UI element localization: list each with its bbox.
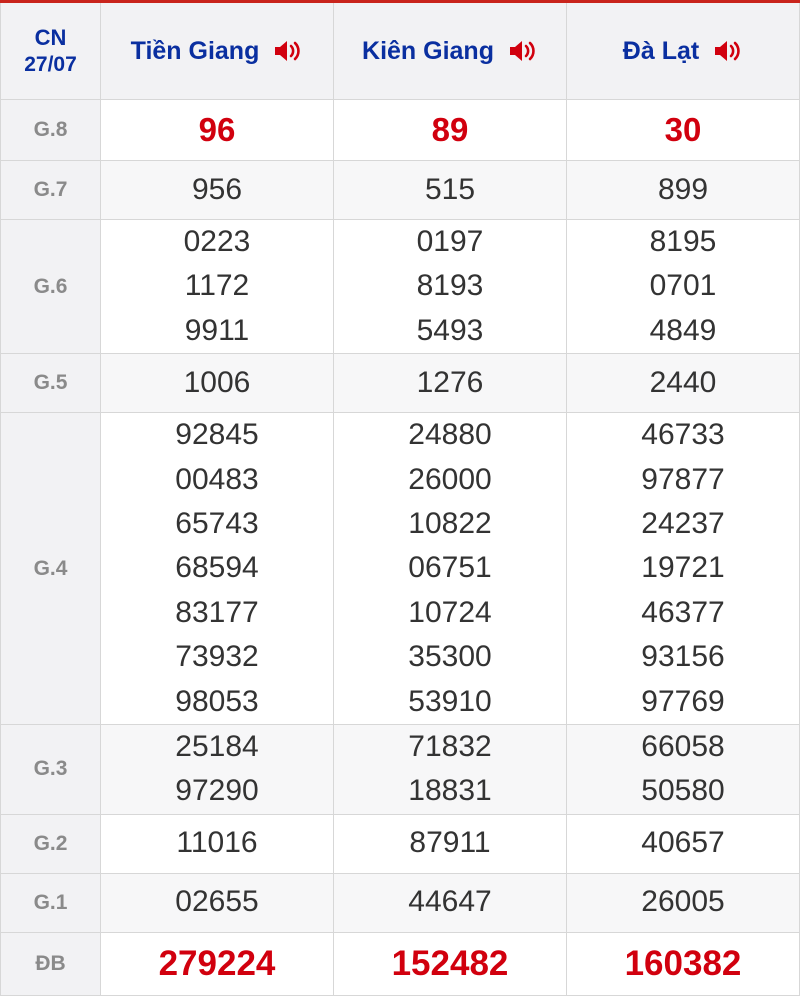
number: 71832 <box>408 729 492 763</box>
number: 515 <box>424 172 476 206</box>
number: 53910 <box>408 684 492 718</box>
number: 46733 <box>641 418 725 452</box>
number: 40657 <box>641 826 725 860</box>
number: 9911 <box>184 313 250 347</box>
prize-label: G.8 <box>1 100 101 161</box>
number: 65743 <box>175 506 259 540</box>
table-header-row <box>1 2 800 100</box>
prize-numbers-cell <box>567 220 800 354</box>
prize-label: G.1 <box>1 873 101 932</box>
number: 97290 <box>175 774 259 808</box>
number: 160382 <box>624 943 742 983</box>
prize-numbers-cell <box>101 932 334 995</box>
number: 899 <box>657 172 709 206</box>
number: 97769 <box>641 684 725 718</box>
number: 02655 <box>175 885 259 919</box>
prize-numbers-cell <box>101 724 334 814</box>
table-row <box>1 220 800 354</box>
speaker-icon[interactable] <box>713 38 743 64</box>
number: 87911 <box>409 826 491 860</box>
prize-numbers-cell <box>334 161 567 220</box>
number: 24880 <box>408 418 492 452</box>
prize-numbers-cell <box>101 873 334 932</box>
table-row <box>1 814 800 873</box>
number: 00483 <box>175 462 259 496</box>
number: 06751 <box>408 551 492 585</box>
number: 0197 <box>416 225 484 258</box>
prize-numbers-cell <box>334 873 567 932</box>
prize-numbers-cell <box>567 413 800 725</box>
prize-numbers-cell <box>567 932 800 995</box>
number: 0223 <box>183 225 251 258</box>
province-name-2: Đà Lạt <box>622 36 700 65</box>
province-header-2[interactable] <box>567 2 800 100</box>
table-row <box>1 100 800 161</box>
number: 152482 <box>391 943 509 983</box>
number: 35300 <box>408 640 492 674</box>
table-row <box>1 932 800 995</box>
date-weekday: CN <box>34 25 67 51</box>
province-name-0: Tiền Giang <box>130 36 260 65</box>
prize-numbers-cell <box>567 100 800 161</box>
number: 44647 <box>408 885 492 919</box>
prize-numbers-cell <box>334 724 567 814</box>
prize-label: G.3 <box>1 724 101 814</box>
table-row <box>1 161 800 220</box>
speaker-icon[interactable] <box>508 38 538 64</box>
number: 279224 <box>158 943 276 983</box>
prize-numbers-cell <box>101 814 334 873</box>
prize-label: G.2 <box>1 814 101 873</box>
number: 68594 <box>175 551 259 585</box>
prize-label: ĐB <box>1 932 101 995</box>
prize-numbers-cell <box>101 413 334 725</box>
number: 97877 <box>641 462 725 496</box>
number: 92845 <box>175 418 259 452</box>
prize-numbers-cell <box>334 354 567 413</box>
province-header-1[interactable] <box>334 2 567 100</box>
prize-label: G.7 <box>1 161 101 220</box>
number: 1172 <box>184 269 250 303</box>
prize-numbers-cell <box>101 100 334 161</box>
prize-label: G.5 <box>1 354 101 413</box>
province-name-1: Kiên Giang <box>362 36 494 65</box>
number: 8195 <box>649 225 717 258</box>
number: 10724 <box>408 595 492 629</box>
table-row <box>1 413 800 725</box>
number: 8193 <box>416 269 484 303</box>
prize-numbers-cell <box>334 220 567 354</box>
prize-numbers-cell <box>101 220 334 354</box>
number: 1006 <box>183 365 251 399</box>
number: 18831 <box>408 774 492 808</box>
number: 46377 <box>641 595 725 629</box>
number: 26005 <box>641 885 725 919</box>
table-row <box>1 873 800 932</box>
prize-label: G.4 <box>1 413 101 725</box>
number: 956 <box>191 172 243 206</box>
number: 2440 <box>649 365 717 399</box>
number: 0701 <box>649 269 717 303</box>
number: 83177 <box>175 595 259 629</box>
speaker-icon[interactable] <box>273 38 303 64</box>
number: 30 <box>664 110 702 148</box>
prize-numbers-cell <box>567 814 800 873</box>
date-cell <box>1 2 101 100</box>
province-header-0[interactable] <box>101 2 334 100</box>
table-row <box>1 354 800 413</box>
prize-numbers-cell <box>567 161 800 220</box>
number: 1276 <box>416 365 484 399</box>
table-body <box>1 100 800 996</box>
number: 4849 <box>649 313 717 347</box>
number: 98053 <box>175 684 259 718</box>
prize-label: G.6 <box>1 220 101 354</box>
number: 96 <box>198 110 236 148</box>
prize-numbers-cell <box>334 932 567 995</box>
prize-numbers-cell <box>567 724 800 814</box>
number: 25184 <box>175 729 259 763</box>
prize-numbers-cell <box>567 354 800 413</box>
prize-numbers-cell <box>334 100 567 161</box>
number: 5493 <box>416 313 484 347</box>
prize-numbers-cell <box>334 814 567 873</box>
date-daymonth: 27/07 <box>24 52 77 76</box>
prize-numbers-cell <box>334 413 567 725</box>
number: 19721 <box>641 551 725 585</box>
number: 73932 <box>175 640 259 674</box>
prize-numbers-cell <box>567 873 800 932</box>
number: 50580 <box>641 774 725 808</box>
number: 24237 <box>641 506 725 540</box>
prize-numbers-cell <box>101 161 334 220</box>
number: 89 <box>431 110 469 148</box>
table-row <box>1 724 800 814</box>
number: 66058 <box>641 729 725 763</box>
number: 93156 <box>641 640 725 674</box>
number: 10822 <box>408 506 492 540</box>
prize-numbers-cell <box>101 354 334 413</box>
number: 11016 <box>176 826 258 860</box>
number: 26000 <box>408 462 492 496</box>
